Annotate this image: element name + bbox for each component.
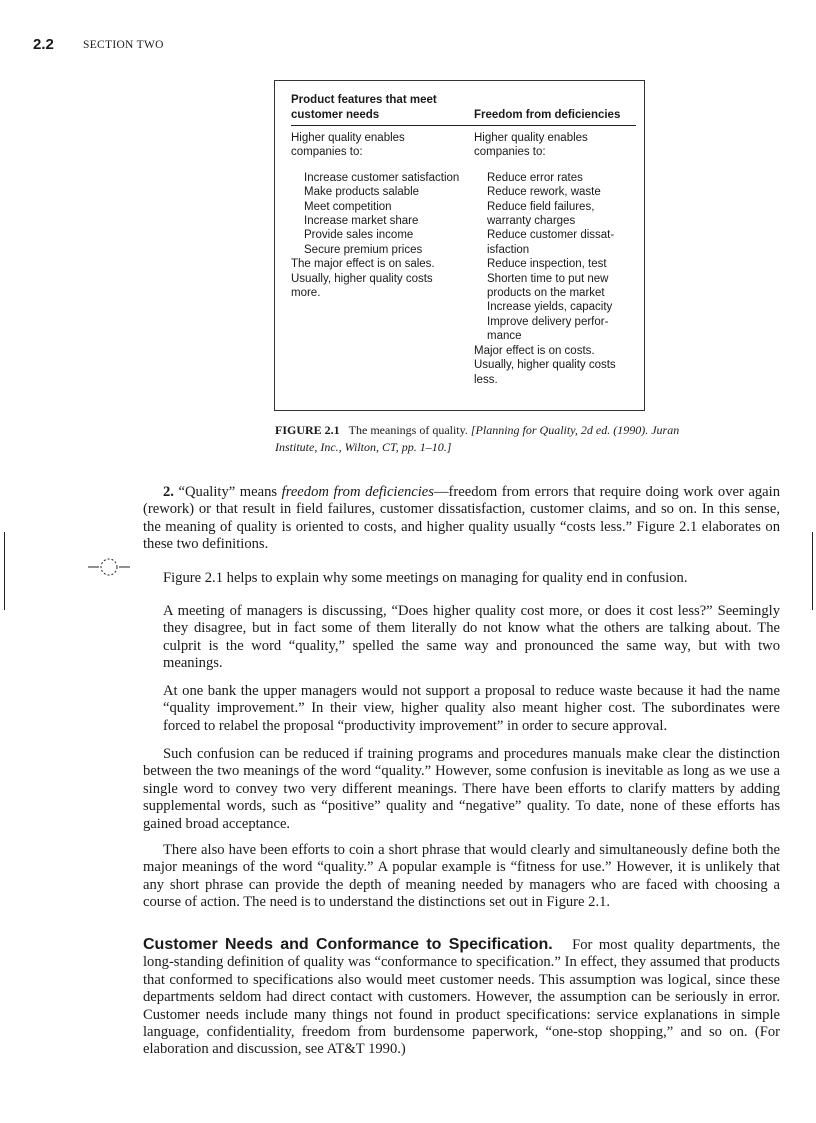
figure-caption: [275, 422, 695, 456]
left-column-heading: Product features that meet customer needs: [291, 94, 437, 121]
margin-mark-icon: [88, 556, 130, 578]
list-item: Reduce inspection, test: [487, 258, 607, 271]
left-effect: The major effect is on sales.: [291, 258, 435, 271]
emphasis: freedom from deficiencies: [281, 484, 434, 500]
list-item: Reduce error rates: [487, 171, 583, 184]
section-heading: Customer Needs and Conformance to Specification.: [143, 936, 553, 953]
list-item: Reduce rework, waste: [487, 186, 601, 199]
margin-rule-right: [812, 532, 813, 610]
list-item: Increase customer satisfaction: [304, 171, 460, 184]
page-number: 2.2: [33, 36, 54, 53]
left-list: [304, 171, 461, 257]
list-item: Secure premium prices: [304, 243, 423, 256]
list-item: Provide sales income: [304, 229, 414, 242]
right-column-heading: Freedom from deficiencies: [474, 108, 621, 121]
caption-citation: [Planning for Quality, 2d ed. (1990). Juran Institute, Inc., Wilton, CT, pp. 1–10.]: [275, 423, 680, 454]
quote-paragraph: A meeting of managers is discussing, “Does higher quality cost more, or does it cost less?” Seemingly they disagree, but in fact some of them literally do not know what the others are talking about. The culprit is the word “quality,” spelled the same way and pronounced the same way, but with two meanings.: [163, 603, 780, 672]
quote-paragraph: At one bank the upper managers would not support a proposal to reduce waste because it had the name “quality improvement.” In their view, higher quality also meant higher cost. The subordinates were forced to relabel the proposal “productivity improvement” in order to secure approval.: [163, 683, 780, 734]
right-intro: Higher quality enables companies to:: [474, 132, 588, 159]
list-item: Shorten time to put new products on the market: [487, 272, 609, 300]
heading-rule: [291, 125, 636, 126]
item-number: 2.: [163, 484, 174, 500]
caption-label: FIGURE 2.1: [275, 423, 340, 437]
left-intro: Higher quality enables companies to:: [291, 132, 405, 159]
right-cost: Usually, higher quality costs less.: [474, 359, 616, 386]
paragraph-quality-deficiencies: 2. “Quality” means freedom from deficiencies—freedom from errors that require doing work over again (rework) or that result in field failures, customer dissatisfaction, customer claims, and so on. In this sense, the meaning of quality is oriented to costs, and higher quality usually “costs less.” Figure 2.1 elaborates on these two definitions.: [143, 484, 780, 553]
right-effect: Major effect is on costs.: [474, 344, 595, 357]
list-item: Make products salable: [304, 186, 420, 199]
section-title: SECTION TWO: [83, 39, 164, 51]
right-list: [487, 171, 636, 344]
paragraph-short-phrase: There also have been efforts to coin a short phrase that would clearly and simultaneously define both the major meanings of the word “quality.” A popular example is “fitness for use.” However, it is unlikely that any short phrase can provide the depth of meaning needed by managers who are faced with choosing a course of action. The need is to understand the distinctions set out in Figure 2.1.: [143, 842, 780, 911]
figure-table: [274, 80, 645, 411]
margin-rule-left: [4, 532, 5, 610]
list-item: Meet competition: [304, 200, 392, 213]
paragraph-customer-needs: Customer Needs and Conformance to Specification. For most quality departments, the long-standing definition of quality was “conformance to specification.” In effect, they assumed that products that conformed to specifications also would meet customer needs. This assumption was logical, since these departments seldom had direct contact with customers. However, the assumption can be seriously in error. Customer needs include many things not found in product specifications: service explanations in simple language, confidentiality, freedom from burdensome paperwork, “one-stop shopping,” and so on. (For elaboration and discussion, see AT&T 1990.): [143, 936, 780, 1058]
list-item: Increase market share: [304, 215, 419, 228]
paragraph-confusion: Such confusion can be reduced if training programs and procedures manuals make clear the distinction between the two meanings of the word “quality.” However, some confusion is inevitable as long as we use a single word to convey two very different meanings. There have been efforts to clarify matters by adding supplemental words, such as “positive” quality and “negative” quality. To date, none of these efforts has gained broad acceptance.: [143, 746, 780, 832]
caption-text: The meanings of quality.: [348, 423, 468, 437]
list-item: Improve delivery perfor-mance: [487, 315, 609, 343]
quote-paragraph: Figure 2.1 helps to explain why some meetings on managing for quality end in confusion.: [163, 570, 688, 586]
list-item: Reduce field failures, warranty charges: [487, 200, 595, 228]
right-column: [474, 93, 636, 387]
list-item: Reduce customer dissat-isfaction: [487, 229, 615, 256]
list-item: Increase yields, capacity: [487, 301, 613, 314]
left-cost: Usually, higher quality costs more.: [291, 272, 433, 300]
